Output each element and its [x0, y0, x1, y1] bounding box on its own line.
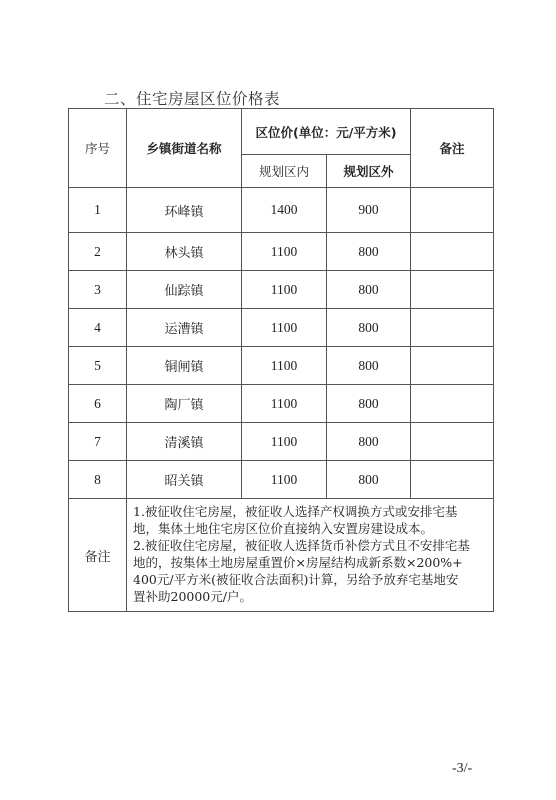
row-remark — [411, 188, 494, 233]
header-index: 序号 — [69, 109, 127, 188]
table-row — [69, 347, 494, 385]
header-remark: 备注 — [411, 109, 494, 188]
page-number: -3/- — [452, 761, 473, 776]
note-label: 备注 — [69, 499, 127, 612]
row-price-in: 1100 — [242, 271, 327, 309]
header-price: 区位价(单位：元/平方米) — [242, 109, 411, 155]
note-line: 1.被征收住宅房屋，被征收人选择产权调换方式或安排宅基 — [133, 503, 458, 519]
table-heading: 二、住宅房屋区位价格表 — [104, 90, 281, 108]
row-price-in: 1100 — [242, 347, 327, 385]
row-town: 陶厂镇 — [127, 385, 242, 423]
note-line: 地，集体土地住宅房区位价直接纳入安置房建设成本。 — [133, 520, 434, 536]
row-index: 5 — [69, 347, 127, 385]
table-row — [69, 188, 494, 233]
note-content — [127, 499, 494, 612]
note-line: 地的，按集体土地房屋重置价×房屋结构成新系数×200%+ — [133, 554, 463, 570]
row-index: 3 — [69, 271, 127, 309]
row-price-in: 1100 — [242, 423, 327, 461]
table-row — [69, 271, 494, 309]
row-price-out: 800 — [327, 461, 411, 499]
row-index: 4 — [69, 309, 127, 347]
row-index: 1 — [69, 188, 127, 233]
row-remark — [411, 423, 494, 461]
row-index: 2 — [69, 233, 127, 271]
table-row — [69, 309, 494, 347]
table-row — [69, 461, 494, 499]
row-remark — [411, 461, 494, 499]
header-out-plan: 规划区外 — [327, 155, 411, 188]
row-town: 环峰镇 — [127, 188, 242, 233]
row-price-out: 800 — [327, 233, 411, 271]
row-town: 昭关镇 — [127, 461, 242, 499]
header-town: 乡镇街道名称 — [127, 109, 242, 188]
row-price-in: 1100 — [242, 461, 327, 499]
row-price-out: 800 — [327, 271, 411, 309]
row-town: 清溪镇 — [127, 423, 242, 461]
row-price-out: 800 — [327, 309, 411, 347]
row-town: 运漕镇 — [127, 309, 242, 347]
note-line: 置补助20000元/户。 — [133, 588, 252, 604]
row-price-out: 800 — [327, 423, 411, 461]
row-price-in: 1100 — [242, 309, 327, 347]
table-row — [69, 385, 494, 423]
row-price-in: 1100 — [242, 385, 327, 423]
row-index: 6 — [69, 385, 127, 423]
row-price-out: 800 — [327, 385, 411, 423]
table-row — [69, 233, 494, 271]
row-remark — [411, 347, 494, 385]
row-index: 8 — [69, 461, 127, 499]
row-town: 林头镇 — [127, 233, 242, 271]
table-row — [69, 423, 494, 461]
row-remark — [411, 271, 494, 309]
row-remark — [411, 385, 494, 423]
row-price-in: 1100 — [242, 233, 327, 271]
row-town: 铜闸镇 — [127, 347, 242, 385]
row-price-out: 900 — [327, 188, 411, 233]
note-line: 2.被征收住宅房屋，被征收人选择货币补偿方式且不安排宅基 — [133, 537, 470, 553]
note-line: 400元/平方米(被征收合法面积)计算，另给予放弃宅基地安 — [133, 571, 459, 587]
row-index: 7 — [69, 423, 127, 461]
row-price-in: 1400 — [242, 188, 327, 233]
row-remark — [411, 309, 494, 347]
row-remark — [411, 233, 494, 271]
row-price-out: 800 — [327, 347, 411, 385]
price-table — [68, 108, 494, 612]
row-town: 仙踪镇 — [127, 271, 242, 309]
header-in-plan: 规划区内 — [242, 155, 327, 188]
